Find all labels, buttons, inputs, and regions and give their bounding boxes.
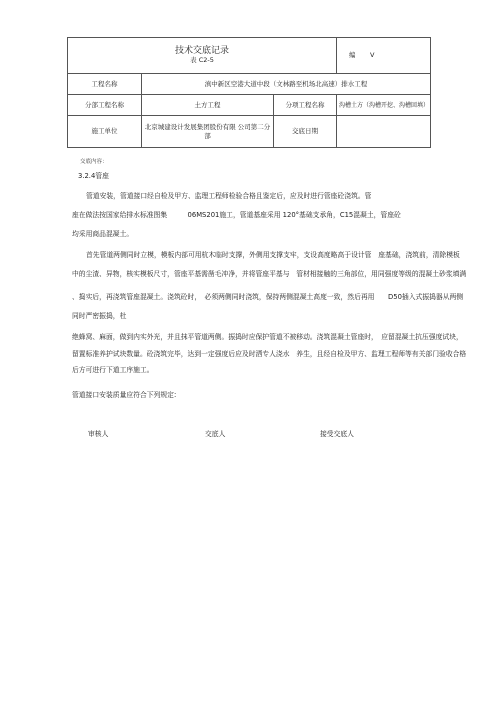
contractor-label: 施工单位 xyxy=(68,116,142,148)
form-number: 表 C2-5 xyxy=(190,55,214,64)
date-value xyxy=(337,116,431,148)
body-line: 管道接口安装质量应符合下列规定: xyxy=(72,391,177,399)
date-label: 交底日期 xyxy=(274,116,337,148)
item-value: 沟槽土方（沟槽开挖、沟槽回填） xyxy=(337,95,431,116)
body-line: 座在做法按国家给排水标准图集 06MS201施工，管道基座采用 120°基础支承角，C15混凝土，管座砼 xyxy=(72,211,401,219)
title-cell xyxy=(68,38,337,74)
project-value: 滇中新区空港大道中段（文林路至机场北高速）排水工程 xyxy=(142,74,431,95)
project-label: 工程名称 xyxy=(68,74,142,95)
body-line: 均采用商品混凝土。 xyxy=(72,230,134,238)
body-line: 后方可进行下道工序施工。 xyxy=(72,366,154,374)
header-table xyxy=(67,37,431,148)
body-line: 中的尘渣、异物，核实模板尺寸，管座平基需凿毛冲净，并将管座平基与 管材相接触的三角部位，用同强度等级的混凝土砂浆填满 xyxy=(72,270,467,278)
body-line: 绝蜂窝、麻面，做到内实外光，并且抹平管道两侧。振捣时应保护管道不被移动。浇筑混凝土管座时， 应留混凝土抗压强度试块， xyxy=(72,333,463,341)
subdivision-value: 土方工程 xyxy=(142,95,274,116)
number-label: 编 xyxy=(349,51,356,59)
subdivision-label: 分部工程名称 xyxy=(68,95,142,116)
disclosure-content-label: 交底内容： xyxy=(80,159,108,165)
body-line: 、捣实后，再浇筑管座混凝土。浇筑砼时， 必须两侧同时浇筑，保持两侧混凝土高度一致，然后再用 D50插入式振捣器从两侧 xyxy=(72,293,464,301)
receiver-signature-label: 接受交底人 xyxy=(320,430,354,438)
reviewer-signature-label: 审核人 xyxy=(88,430,109,438)
item-label: 分项工程名称 xyxy=(274,95,337,116)
presenter-signature-label: 交底人 xyxy=(205,430,226,438)
body-line: 同时严密振捣，杜 xyxy=(72,312,127,320)
number-cell xyxy=(337,38,431,74)
document-title: 技术交底记录 xyxy=(174,45,229,56)
body-line: 管道安装，管道接口经自检及甲方、监理工程师检验合格且鉴定后，应及时进行管座砼浇筑。管 xyxy=(86,192,372,200)
number-value: V xyxy=(369,51,375,59)
contractor-value: 北京城建设计发展集团股份有限 公司第二分部 xyxy=(142,116,274,148)
body-line: 留置标准养护试块数量。砼浇筑完毕，达到一定强度后应及时洒专人浇水 养生，且经自检及甲方、监理工程师等有关部门验收合格 xyxy=(72,350,467,358)
section-heading: 3.2.4管座 xyxy=(78,172,109,180)
body-line: 首先管道两侧同时立模，模板内部可用杭木临时支撑，外侧用支撑支牢，支设高度略高于设计管 座基础，浇筑前，清除模板 xyxy=(86,251,460,259)
